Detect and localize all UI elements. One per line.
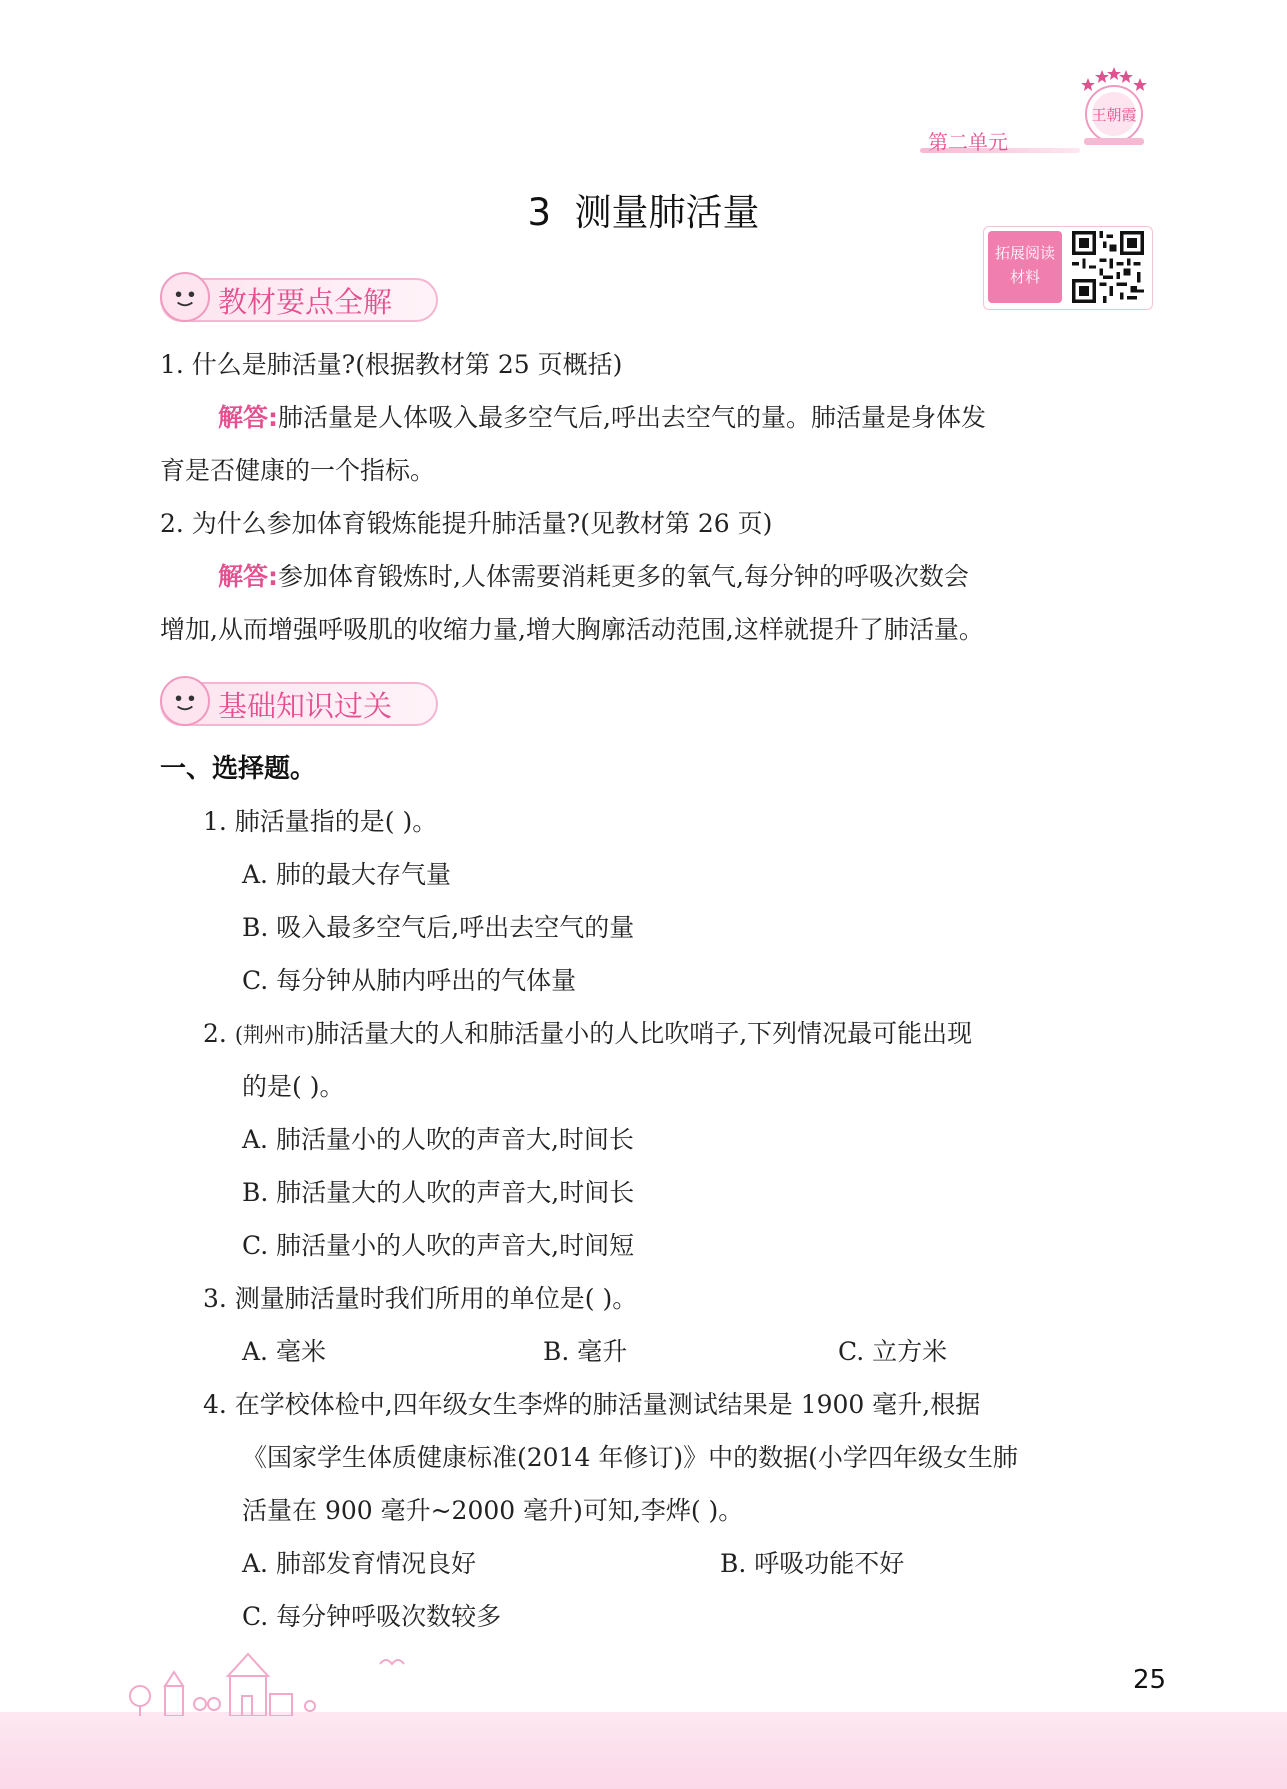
q1-stem: 1. 肺活量指的是( )。: [203, 807, 438, 836]
q2-stem-line2: 的是( )。: [242, 1072, 345, 1101]
extended-reading-line2: 材料: [1009, 268, 1040, 286]
kp-answer-1-line1: [218, 398, 986, 434]
extended-reading-line1: 拓展阅读: [994, 244, 1055, 262]
lesson-number: 3: [527, 191, 551, 234]
kp-answer-1-text: 肺活量是人体吸入最多空气后,呼出去空气的量。肺活量是身体发: [278, 403, 986, 432]
kp-answer-2-line2: 增加,从而增强呼吸肌的收缩力量,增大胸廓活动范围,这样就提升了肺活量。: [160, 615, 984, 644]
q1-option-a[interactable]: A. 肺的最大存气量: [242, 860, 451, 889]
q1-option-b[interactable]: B. 吸入最多空气后,呼出去空气的量: [242, 913, 635, 942]
kp-question-2: 2. 为什么参加体育锻炼能提升肺活量?(见教材第 26 页): [160, 509, 773, 538]
kp-question-1: 1. 什么是肺活量?(根据教材第 25 页概括): [160, 350, 623, 379]
cartoon-face-icon: [160, 676, 210, 726]
q4-option-b[interactable]: B. 呼吸功能不好: [720, 1549, 905, 1578]
section-banner-key-points: [160, 272, 442, 324]
q3-option-c[interactable]: C. 立方米: [838, 1337, 948, 1366]
q2-stem-text: 肺活量大的人和肺活量小的人比吹哨子,下列情况最可能出现: [314, 1019, 973, 1048]
page-number: 25: [1133, 1665, 1167, 1695]
q2-option-a[interactable]: A. 肺活量小的人吹的声音大,时间长: [242, 1125, 634, 1154]
q4-stem-line1: 4. 在学校体检中,四年级女生李烨的肺活量测试结果是 1900 毫升,根据: [203, 1390, 981, 1419]
q2-source: (荆州市): [234, 1023, 315, 1047]
kp-answer-2-text: 参加体育锻炼时,人体需要消耗更多的氧气,每分钟的呼吸次数会: [278, 562, 969, 591]
q2-stem-line1: [203, 1014, 972, 1050]
cartoon-face-icon: [160, 272, 210, 322]
part-heading-multiple-choice: 一、选择题。: [160, 754, 317, 784]
q4-stem-line3: 活量在 900 毫升~2000 毫升)可知,李烨( )。: [242, 1496, 744, 1525]
qr-code-icon[interactable]: [1070, 231, 1146, 303]
section-banner-basic-knowledge: [160, 676, 442, 728]
kp-answer-2-line1: [218, 557, 969, 593]
section-title-basic-knowledge: 基础知识过关: [218, 689, 393, 723]
section-title-key-points: 教材要点全解: [218, 285, 393, 319]
answer-label: 解答:: [218, 562, 278, 591]
extended-reading-tag: [988, 231, 1062, 303]
castle-illustration-icon: [120, 1646, 420, 1716]
q4-option-c[interactable]: C. 每分钟呼吸次数较多: [242, 1602, 502, 1631]
q2-option-c[interactable]: C. 肺活量小的人吹的声音大,时间短: [242, 1231, 635, 1260]
q2-number: 2.: [203, 1019, 227, 1048]
q3-option-a[interactable]: A. 毫米: [242, 1337, 326, 1366]
logo-text: 王朝霞: [1091, 106, 1137, 124]
answer-label: 解答:: [218, 403, 278, 432]
q4-stem-line2: 《国家学生体质健康标准(2014 年修订)》中的数据(小学四年级女生肺: [242, 1443, 1018, 1472]
q3-stem: 3. 测量肺活量时我们所用的单位是( )。: [203, 1284, 638, 1313]
q2-option-b[interactable]: B. 肺活量大的人吹的声音大,时间长: [242, 1178, 635, 1207]
kp-answer-1-line2: 育是否健康的一个指标。: [160, 456, 436, 485]
q4-option-a[interactable]: A. 肺部发育情况良好: [242, 1549, 476, 1578]
unit-label: 第二单元: [928, 130, 1008, 154]
footer-bar: [0, 1712, 1287, 1789]
publisher-logo: [1074, 64, 1154, 148]
q1-option-c[interactable]: C. 每分钟从肺内呼出的气体量: [242, 966, 577, 995]
q3-option-b[interactable]: B. 毫升: [543, 1337, 628, 1366]
lesson-name: 测量肺活量: [574, 191, 760, 234]
